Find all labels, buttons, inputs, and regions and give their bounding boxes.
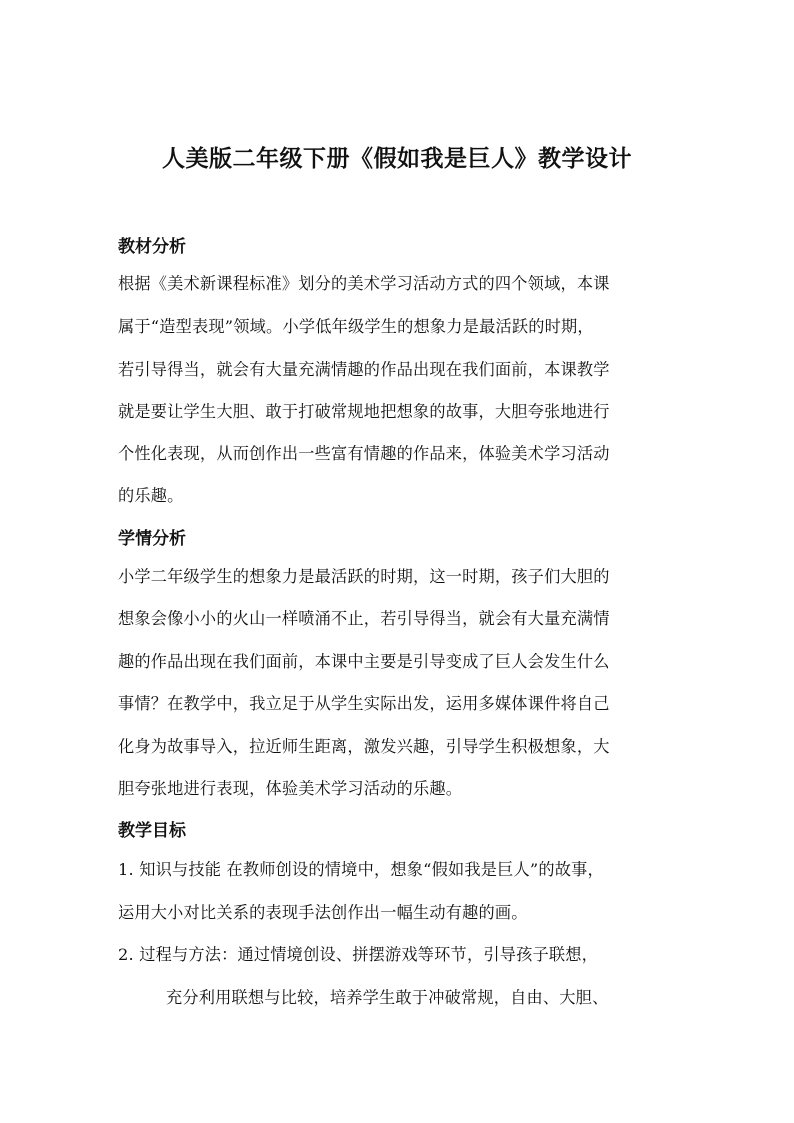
paragraph-line: 事情？在教学中，我立足于从学生实际出发，运用多媒体课件将自己 bbox=[118, 694, 610, 713]
document-title: 人美版二年级下册《假如我是巨人》教学设计 bbox=[162, 146, 632, 172]
paragraph-line: 2. 过程与方法：通过情境创设、拼摆游戏等环节，引导孩子联想， bbox=[118, 945, 599, 964]
paragraph-line: 属于“造型表现”领域。小学低年级学生的想象力是最活跃的时期， bbox=[118, 317, 594, 336]
section-heading-teaching-goals: 教学目标 bbox=[118, 821, 186, 841]
paragraph-line: 化身为故事导入，拉近师生距离，激发兴趣，引导学生积极想象，大 bbox=[118, 737, 610, 756]
paragraph-line: 根据《美术新课程标准》划分的美术学习活动方式的四个领域，本课 bbox=[118, 274, 610, 293]
paragraph-line: 趣的作品出现在我们面前，本课中主要是引导变成了巨人会发生什么 bbox=[118, 652, 610, 671]
paragraph-line: 想象会像小小的火山一样喷涌不止，若引导得当，就会有大量充满情 bbox=[118, 609, 610, 628]
paragraph-line: 胆夸张地进行表现，体验美术学习活动的乐趣。 bbox=[118, 779, 463, 798]
paragraph-line: 个性化表现，从而创作出一些富有情趣的作品来，体验美术学习活动 bbox=[118, 444, 610, 463]
paragraph-line: 若引导得当，就会有大量充满情趣的作品出现在我们面前，本课教学 bbox=[118, 360, 610, 379]
section-heading-textbook-analysis: 教材分析 bbox=[118, 237, 186, 257]
paragraph-line: 的乐趣。 bbox=[118, 486, 184, 505]
paragraph-line: 就是要让学生大胆、敢于打破常规地把想象的故事，大胆夸张地进行 bbox=[118, 402, 610, 421]
paragraph-line: 充分利用联想与比较，培养学生敢于冲破常规，自由、大胆、 bbox=[166, 988, 609, 1007]
paragraph-line: 1. 知识与技能 在教师创设的情境中，想象“假如我是巨人”的故事， bbox=[118, 860, 604, 879]
paragraph-line: 小学二年级学生的想象力是最活跃的时期，这一时期，孩子们大胆的 bbox=[118, 567, 610, 586]
section-heading-learner-analysis: 学情分析 bbox=[118, 529, 186, 549]
paragraph-line: 运用大小对比关系的表现手法创作出一幅生动有趣的画。 bbox=[118, 903, 528, 922]
